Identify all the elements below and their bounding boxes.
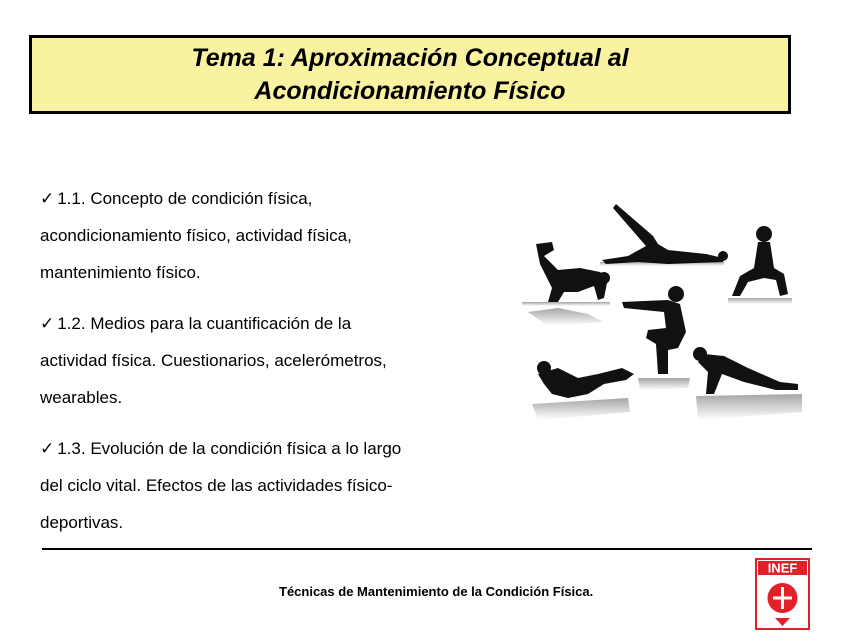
check-icon: ✓ <box>40 314 55 333</box>
figure-arch <box>532 361 634 420</box>
figure-lunge <box>728 226 792 304</box>
inef-logo <box>755 558 810 630</box>
bullet-text: del ciclo vital. Efectos de las actividades físico- <box>40 476 393 495</box>
bullet-text: deportivas. <box>40 513 124 532</box>
figure-kickback <box>522 242 610 326</box>
bullet-text: wearables. <box>40 388 123 407</box>
bullet-item-2 <box>40 305 495 416</box>
footer-caption: Técnicas de Mantenimiento de la Condición Física. <box>279 584 594 599</box>
exercise-silhouettes-image <box>518 198 808 426</box>
bullet-item-1 <box>40 180 495 291</box>
bullet-list <box>40 180 495 555</box>
footer-divider <box>42 548 812 550</box>
bullet-text: acondicionamiento físico, actividad física, <box>40 226 352 245</box>
bullet-text: 1.3. Evolución de la condición física a lo largo <box>57 439 402 458</box>
bullet-text: mantenimiento físico. <box>40 263 201 282</box>
bullet-item-3 <box>40 430 495 541</box>
bullet-text: 1.2. Medios para la cuantificación de la <box>57 314 352 333</box>
bullet-text: 1.1. Concepto de condición física, <box>57 189 313 208</box>
title-line-2: Acondicionamiento Físico <box>254 76 566 105</box>
logo-text: INEF <box>767 560 798 576</box>
figure-leg-raise <box>600 204 728 266</box>
bullet-line <box>40 180 495 217</box>
bullet-line <box>40 430 495 467</box>
title-box <box>29 35 791 114</box>
bullet-text: actividad física. Cuestionarios, acelerómetros, <box>40 351 387 370</box>
check-icon: ✓ <box>40 189 55 208</box>
figure-push-up <box>693 347 802 420</box>
title-line-1: Tema 1: Aproximación Conceptual al <box>191 43 629 72</box>
bullet-line <box>40 305 495 342</box>
check-icon: ✓ <box>40 439 55 458</box>
